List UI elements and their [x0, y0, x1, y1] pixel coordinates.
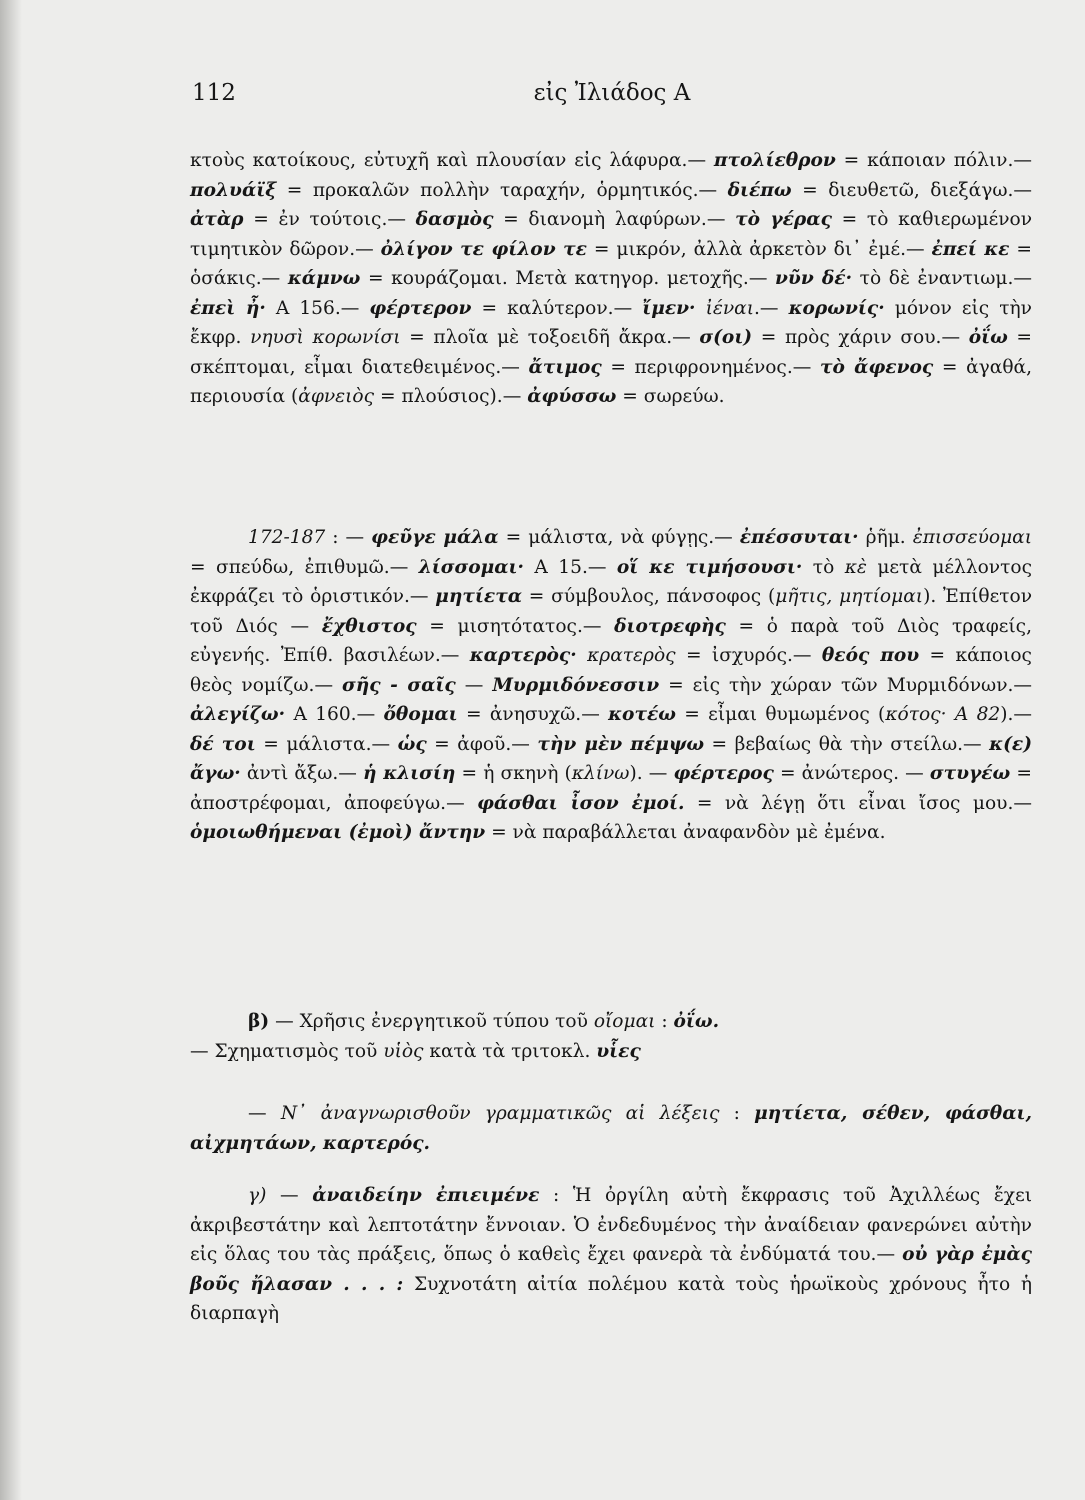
- gloss-text: = τὸ καθιερωμένον τιμητικὸν δῶρον.—: [190, 209, 1032, 260]
- gloss-text: = εἰς τὴν χώραν τῶν Μυρμιδόνων.—: [659, 674, 1032, 696]
- lemma-term: νῦν δέ·: [775, 268, 853, 289]
- italic-text: ἀφνειὸς: [298, 386, 375, 407]
- lemma-term: ὀλίγον τε φίλον τε: [380, 238, 587, 260]
- paragraph-text: [190, 1007, 1032, 1066]
- gloss-text: = σκέπτομαι, εἶμαι διατεθειμένος.—: [190, 327, 1033, 378]
- gloss-text: μόνον εἰς τὴν ἔκφρ.: [190, 297, 1032, 348]
- gloss-text: = διευθετῶ, διεξάγω.—: [791, 179, 1032, 201]
- exercise-identify-words: [190, 1099, 1032, 1158]
- gloss-text: = πρὸς χάριν σου.—: [752, 327, 969, 348]
- lemma-term: ἡ κλισίη: [363, 763, 456, 784]
- italic-text: κὲ: [844, 556, 867, 578]
- lemma-term: ἄτιμος: [528, 356, 602, 378]
- gloss-text: :: [719, 1103, 755, 1124]
- lemma-term: καρτερὸς·: [469, 645, 577, 666]
- bold-text: β): [248, 1011, 270, 1032]
- page-number: 112: [192, 80, 236, 106]
- gloss-text: = πλοῖα μὲ τοξοειδῆ ἄκρα.—: [400, 327, 700, 348]
- gloss-text: = ἀφοῦ.—: [426, 733, 538, 755]
- italic-text: νηυσὶ κορωνίσι: [250, 327, 401, 348]
- lemma-term: δέ τοι: [190, 733, 256, 755]
- italic-text: κλίνω: [571, 763, 630, 784]
- lemma-term: ὀΐω: [968, 327, 1008, 348]
- gloss-text: μετὰ μέλλοντος ἐκφράζει τὸ ὁριστικόν.—: [190, 556, 1032, 607]
- gloss-text: = ὁσάκις.—: [190, 238, 1032, 289]
- italic-text: Ν᾽ ἀναγνωρισθοῦν γραμματικῶς αἱ λέξεις: [280, 1103, 720, 1124]
- lemma-term: σ(οι): [699, 327, 753, 348]
- lemma-term: ἀφύσσω: [527, 386, 617, 407]
- gloss-text: = ἐν τούτοις.—: [243, 209, 416, 230]
- gloss-text: = βεβαίως θὰ τὴν στείλω.—: [704, 733, 990, 755]
- italic-text: οἴομαι: [593, 1011, 656, 1032]
- gloss-text: = εἶμαι θυμωμένος (: [675, 704, 886, 725]
- paragraph-text: [190, 1099, 1032, 1158]
- gloss-text: ).—: [1000, 704, 1032, 725]
- gloss-text: ῥῆμ.: [858, 527, 913, 548]
- gloss-text: —: [248, 1103, 281, 1124]
- lemma-term: ὡς: [397, 733, 427, 755]
- lemma-term: ἔχθιστος: [321, 615, 417, 637]
- lemma-term: στυγέω: [929, 763, 1011, 784]
- gloss-text: = κάποιαν πόλιν.—: [835, 150, 1032, 171]
- italic-text: 172-187: [248, 527, 326, 548]
- gloss-text: ). —: [629, 763, 674, 784]
- gloss-text: = ἀνησυχῶ.—: [457, 704, 609, 725]
- lemma-term: οὐ γὰρ ἐμὰς βοῦς ἤλασαν . . . :: [190, 1244, 1032, 1295]
- commentary-paragraph-1: [190, 146, 1032, 412]
- lemma-term: ὀΐω.: [673, 1011, 720, 1032]
- lemma-term: ἴμεν·: [642, 297, 696, 319]
- lemma-term: ἐπεὶ ἦ·: [190, 297, 266, 319]
- gloss-text: ἀντὶ ἄξω.—: [240, 763, 363, 784]
- lemma-term: πολυάϊξ: [190, 179, 277, 201]
- gloss-text: = μικρόν, ἀλλὰ ἀρκετὸν δι᾽ ἐμέ.—: [586, 238, 932, 260]
- exercise-b: [190, 1007, 1032, 1066]
- lemma-term: φάσθαι ἶσον ἐμοί.: [477, 792, 685, 814]
- gloss-text: = μισητότατος.—: [416, 615, 615, 637]
- lemma-term: κ(ε) ἄγω·: [190, 733, 1032, 784]
- gloss-text: Α 156.—: [265, 297, 370, 319]
- lemma-term: τὴν μὲν πέμψω: [537, 733, 705, 755]
- lemma-term: φέρτερον: [369, 297, 472, 319]
- lemma-term: τὸ ἄφενος: [820, 356, 934, 378]
- exercise-c: [190, 1181, 1032, 1329]
- gloss-text: .—: [754, 297, 789, 319]
- gloss-text: = ἀγαθά, περιουσία (: [190, 356, 1032, 407]
- gloss-text: = ὁ παρὰ τοῦ Διὸς τραφείς, εὐγενής. Ἐπίθ. βασιλέων.—: [190, 615, 1033, 666]
- italic-text: μῆτις, μητίομαι: [775, 586, 924, 607]
- paragraph-text: [190, 523, 1032, 848]
- lemma-term: πτολίεθρον: [713, 150, 836, 171]
- lemma-term: τὸ γέρας: [735, 209, 832, 230]
- gloss-text: τὸ: [802, 556, 845, 578]
- lemma-term: μητίετα, σέθεν, φάσθαι, αἰχμητάων, καρτερός.: [190, 1103, 1032, 1154]
- gloss-text: = ἀποστρέφομαι, ἀποφεύγω.—: [190, 763, 1032, 814]
- gloss-text: = προκαλῶν πολλὴν ταραχήν, ὁρμητικός.—: [276, 179, 728, 201]
- gloss-text: — Χρῆσις ἐνεργητικοῦ τύπου τοῦ: [269, 1011, 594, 1032]
- gloss-text: Α 15.—: [523, 556, 617, 578]
- lemma-term: σῆς - σαῖς: [342, 674, 456, 696]
- paragraph-text: [190, 146, 1032, 412]
- italic-text: ἰέναι: [695, 297, 755, 319]
- lemma-term: κάμνω: [287, 268, 361, 289]
- lemma-term: ὄθομαι: [383, 704, 458, 725]
- lemma-term: κορωνίς·: [788, 297, 885, 319]
- gloss-text: — Σχηματισμὸς τοῦ: [190, 1040, 384, 1062]
- lemma-term: κοτέω: [608, 704, 676, 725]
- gloss-text: : —: [325, 527, 372, 548]
- lemma-term: ἐπεί κε: [931, 238, 1010, 260]
- lemma-term: ἀτὰρ: [190, 209, 244, 230]
- gloss-text: ). Ἐπίθετον τοῦ Διός —: [190, 586, 1032, 637]
- gloss-text: = κάποιος θεὸς νομίζω.—: [190, 645, 1032, 696]
- gloss-text: = ἀνώτερος. —: [773, 763, 930, 784]
- italic-text: γ): [248, 1185, 267, 1206]
- lemma-term: λίσσομαι·: [418, 556, 524, 578]
- commentary-paragraph-2: [190, 523, 1032, 848]
- gloss-text: κτοὺς κατοίκους, εὐτυχῆ καὶ πλουσίαν εἰς λάφυρα.—: [190, 150, 714, 171]
- gloss-text: :: [655, 1011, 674, 1032]
- italic-text: κότος· Α 82: [885, 704, 1001, 725]
- gloss-text: = ἰσχυρός.—: [675, 645, 822, 666]
- lemma-term: διέπω: [727, 179, 792, 201]
- gloss-text: = περιφρονημένος.—: [601, 356, 821, 378]
- lemma-term: ὁμοιωθήμεναι (ἐμοὶ) ἄντην: [190, 822, 486, 843]
- gloss-text: = σωρεύω.: [616, 386, 725, 407]
- running-title: εἰς Ἰλιάδος Α: [533, 80, 691, 106]
- paragraph-text: [190, 1181, 1032, 1329]
- gloss-text: Α 160.—: [285, 704, 384, 725]
- lemma-term: ἐπέσσυται·: [739, 527, 859, 548]
- lemma-term: μητίετα: [435, 586, 523, 607]
- gloss-text: κατὰ τὰ τριτοκλ.: [423, 1040, 597, 1062]
- gloss-text: = νὰ λέγῃ ὅτι εἶναι ἴσος μου.—: [684, 792, 1032, 814]
- gloss-text: τὸ δὲ ἐναντιωμ.—: [852, 268, 1032, 289]
- lemma-term: διοτρεφὴς: [614, 615, 726, 637]
- lemma-term: Μυρμιδόνεσσιν: [492, 674, 660, 696]
- lemma-term: οἵ κε τιμήσουσι·: [616, 556, 803, 578]
- gloss-text: = καλύτερον.—: [471, 297, 643, 319]
- gloss-text: = σπεύδω, ἐπιθυμῶ.—: [190, 556, 419, 578]
- lemma-term: δασμὸς: [415, 209, 494, 230]
- page-header: [192, 80, 1032, 120]
- lemma-term: φέρτερος: [673, 763, 774, 784]
- gloss-text: —: [266, 1185, 313, 1206]
- italic-text: ἐπισσεύομαι: [912, 527, 1033, 548]
- italic-text: υἱὸς: [383, 1040, 424, 1062]
- gloss-text: Συχνοτάτη αἰτία πολέμου κατὰ τοὺς ἡρωϊκοὺς χρόνους ἦτο ἡ διαρπαγὴ: [190, 1273, 1033, 1324]
- gloss-text: = νὰ παραβάλλεται ἀναφανδὸν μὲ ἐμένα.: [485, 822, 886, 843]
- lemma-term: ἀλεγίζω·: [190, 704, 286, 725]
- gloss-text: = σύμβουλος, πάνσοφος (: [522, 586, 776, 607]
- lemma-term: θεός που: [821, 645, 920, 666]
- gloss-text: = ἡ σκηνὴ (: [455, 763, 572, 784]
- gloss-text: —: [455, 674, 493, 696]
- gloss-text: = διανομὴ λαφύρων.—: [493, 209, 736, 230]
- lemma-term: ἀναιδείην ἐπιειμένε: [312, 1185, 540, 1206]
- gloss-text: = μάλιστα, νὰ φύγῃς.—: [498, 527, 740, 548]
- lemma-term: φεῦγε μάλα: [371, 527, 499, 548]
- gloss-text: = κουράζομαι. Μετὰ κατηγορ. μετοχῆς.—: [360, 268, 776, 289]
- gloss-text: : Ἡ ὀργίλη αὐτὴ ἔκφρασις τοῦ Ἀχιλλέως ἔχει ἀκριβεστάτην καὶ λεπτοτάτην ἔννοιαν. Ὁ ἐνδεδυμένος τὴν ἀναίδειαν φανερώνει αὐτὴν εἰς ὅλας του τὰς πράξεις, ὅπως ὁ καθεὶς ἔχει φανερὰ τὰ ἐνδύματά του.—: [190, 1185, 1032, 1265]
- italic-text: κρατερὸς: [576, 645, 676, 666]
- lemma-term: υἷες: [596, 1040, 641, 1062]
- gloss-text: = πλούσιος).—: [374, 386, 528, 407]
- gloss-text: = μάλιστα.—: [255, 733, 398, 755]
